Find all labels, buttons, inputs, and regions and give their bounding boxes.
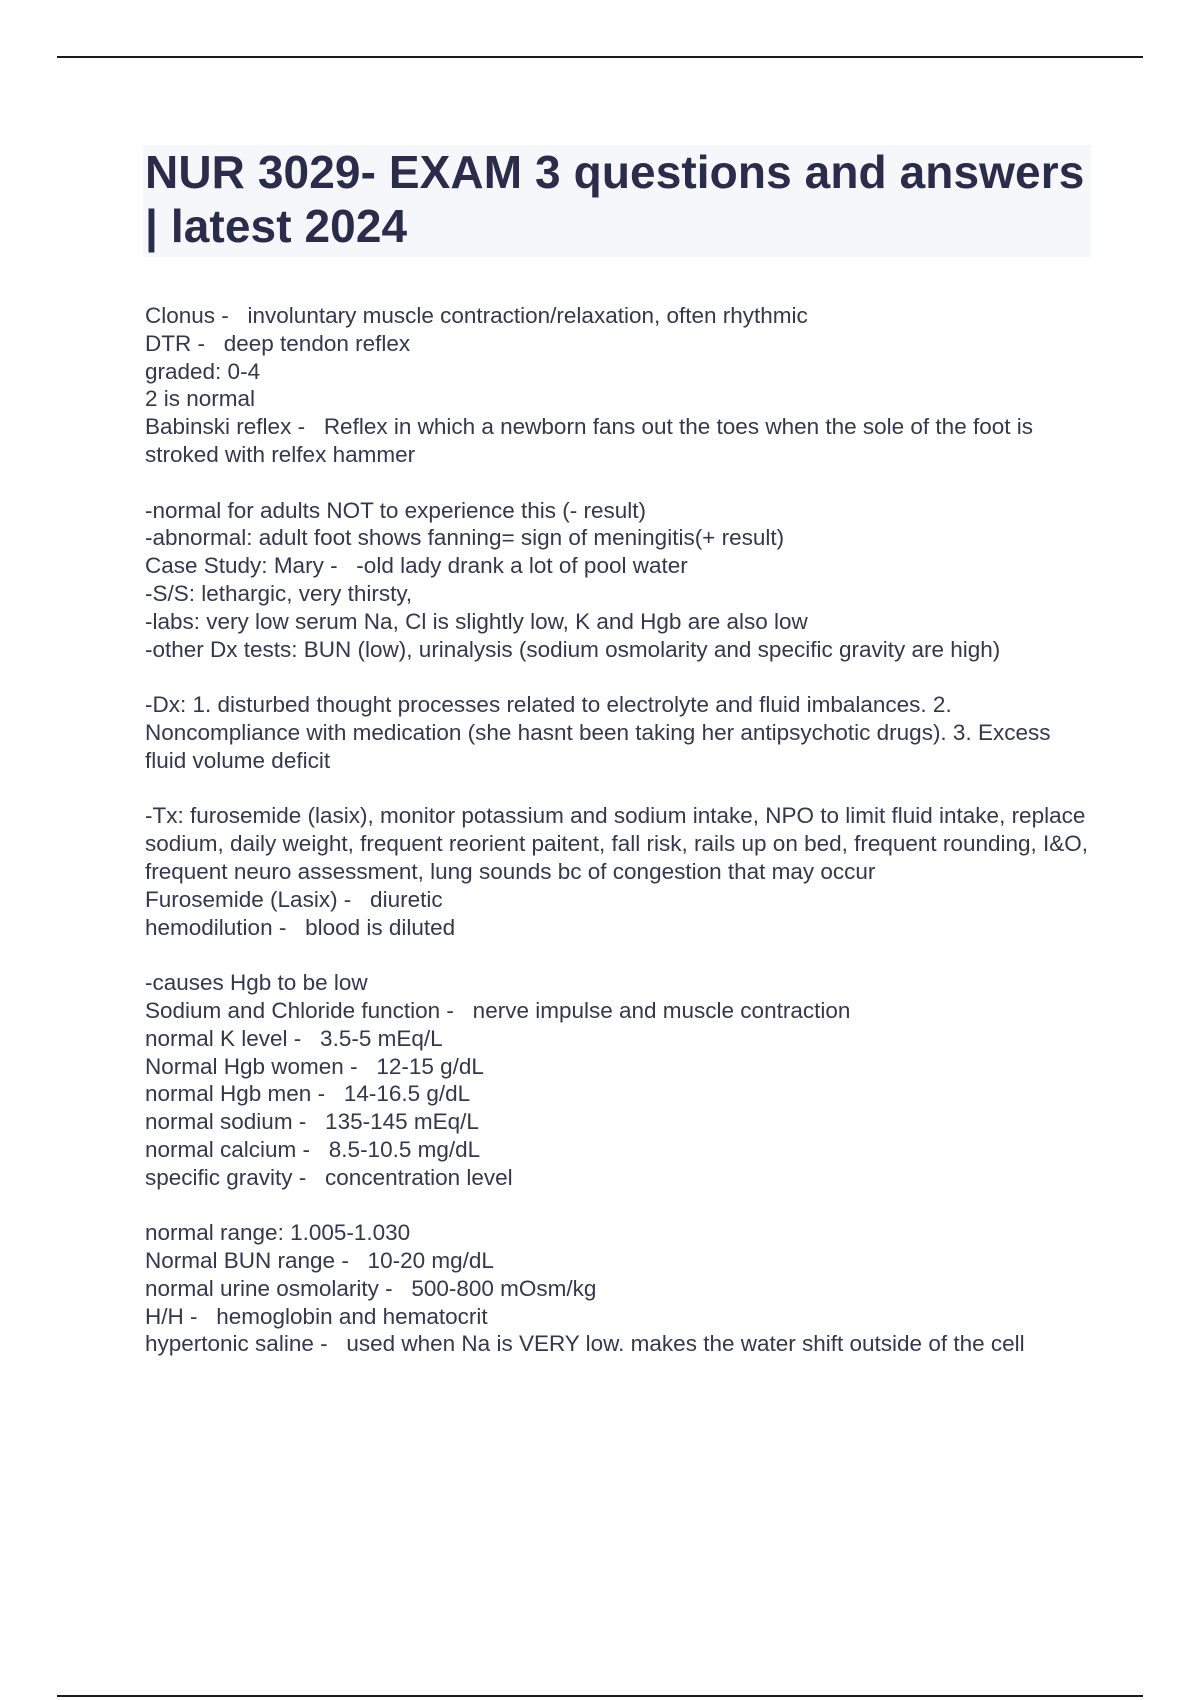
text-line: -Tx: furosemide (lasix), monitor potassium and sodium intake, NPO to limit fluid intake, replace sodium, daily weight, frequent reorient paitent, fall risk, rails up on bed, frequent rounding, I&O, frequent neuro assessment, lung sounds bc of congestion that may occur bbox=[145, 803, 1095, 884]
text-line: -abnormal: adult foot shows fanning= sign of meningitis(+ result) bbox=[145, 525, 785, 551]
paragraph-gap bbox=[145, 469, 1090, 497]
text-line: graded: 0-4 bbox=[145, 358, 261, 384]
text-block bbox=[145, 691, 1090, 774]
text-line: normal range: 1.005-1.030 bbox=[145, 1220, 411, 1246]
text-line: normal calcium - 8.5-10.5 mg/dL bbox=[145, 1136, 481, 1162]
text-line: -S/S: lethargic, very thirsty, bbox=[145, 580, 413, 606]
text-line: -normal for adults NOT to experience this (- result) bbox=[145, 497, 647, 523]
paragraph-gap bbox=[145, 941, 1090, 969]
text-line: -causes Hgb to be low bbox=[145, 970, 368, 996]
paragraph-gap bbox=[145, 663, 1090, 691]
text-line: Babinski reflex - Reflex in which a newborn fans out the toes when the sole of the foot is stroked with relfex hammer bbox=[145, 414, 1040, 467]
text-line: H/H - hemoglobin and hematocrit bbox=[145, 1303, 488, 1329]
text-block bbox=[145, 1219, 1090, 1358]
page-title: NUR 3029- EXAM 3 questions and answers | latest 2024 bbox=[145, 146, 1085, 252]
text-block bbox=[145, 497, 1090, 664]
text-block bbox=[145, 302, 1090, 469]
text-line: normal Hgb men - 14-16.5 g/dL bbox=[145, 1081, 471, 1107]
bottom-divider bbox=[57, 1695, 1143, 1697]
text-line: Clonus - involuntary muscle contraction/relaxation, often rhythmic bbox=[145, 303, 808, 328]
text-line: normal urine osmolarity - 500-800 mOsm/kg bbox=[145, 1275, 597, 1301]
text-line: Normal BUN range - 10-20 mg/dL bbox=[145, 1248, 494, 1274]
text-line: 2 is normal bbox=[145, 386, 256, 412]
text-line: DTR - deep tendon reflex bbox=[145, 330, 411, 356]
text-block bbox=[145, 802, 1095, 941]
top-divider bbox=[57, 56, 1143, 58]
text-block bbox=[145, 969, 1090, 1191]
text-line: normal K level - 3.5-5 mEq/L bbox=[145, 1025, 443, 1051]
text-line: -other Dx tests: BUN (low), urinalysis (sodium osmolarity and specific gravity are high) bbox=[145, 636, 1001, 662]
text-line: specific gravity - concentration level bbox=[145, 1164, 513, 1190]
text-line: Case Study: Mary - -old lady drank a lot of pool water bbox=[145, 553, 688, 579]
text-line: -labs: very low serum Na, Cl is slightly low, K and Hgb are also low bbox=[145, 608, 808, 634]
document-body bbox=[145, 302, 1095, 1358]
text-line: hemodilution - blood is diluted bbox=[145, 914, 456, 940]
text-line: Furosemide (Lasix) - diuretic bbox=[145, 886, 443, 912]
text-line: Sodium and Chloride function - nerve impulse and muscle contraction bbox=[145, 997, 851, 1023]
text-line: hypertonic saline - used when Na is VERY low. makes the water shift outside of the cell bbox=[145, 1331, 1025, 1357]
paragraph-gap bbox=[145, 1192, 1090, 1220]
paragraph-gap bbox=[145, 775, 1090, 803]
title-block bbox=[143, 145, 1091, 257]
text-line: normal sodium - 135-145 mEq/L bbox=[145, 1109, 479, 1135]
text-line: Normal Hgb women - 12-15 g/dL bbox=[145, 1053, 484, 1079]
text-line: -Dx: 1. disturbed thought processes related to electrolyte and fluid imbalances. 2. Noncompliance with medication (she hasnt been taking her antipsychotic drugs). 3. Excess fluid volume deficit bbox=[145, 692, 1057, 773]
